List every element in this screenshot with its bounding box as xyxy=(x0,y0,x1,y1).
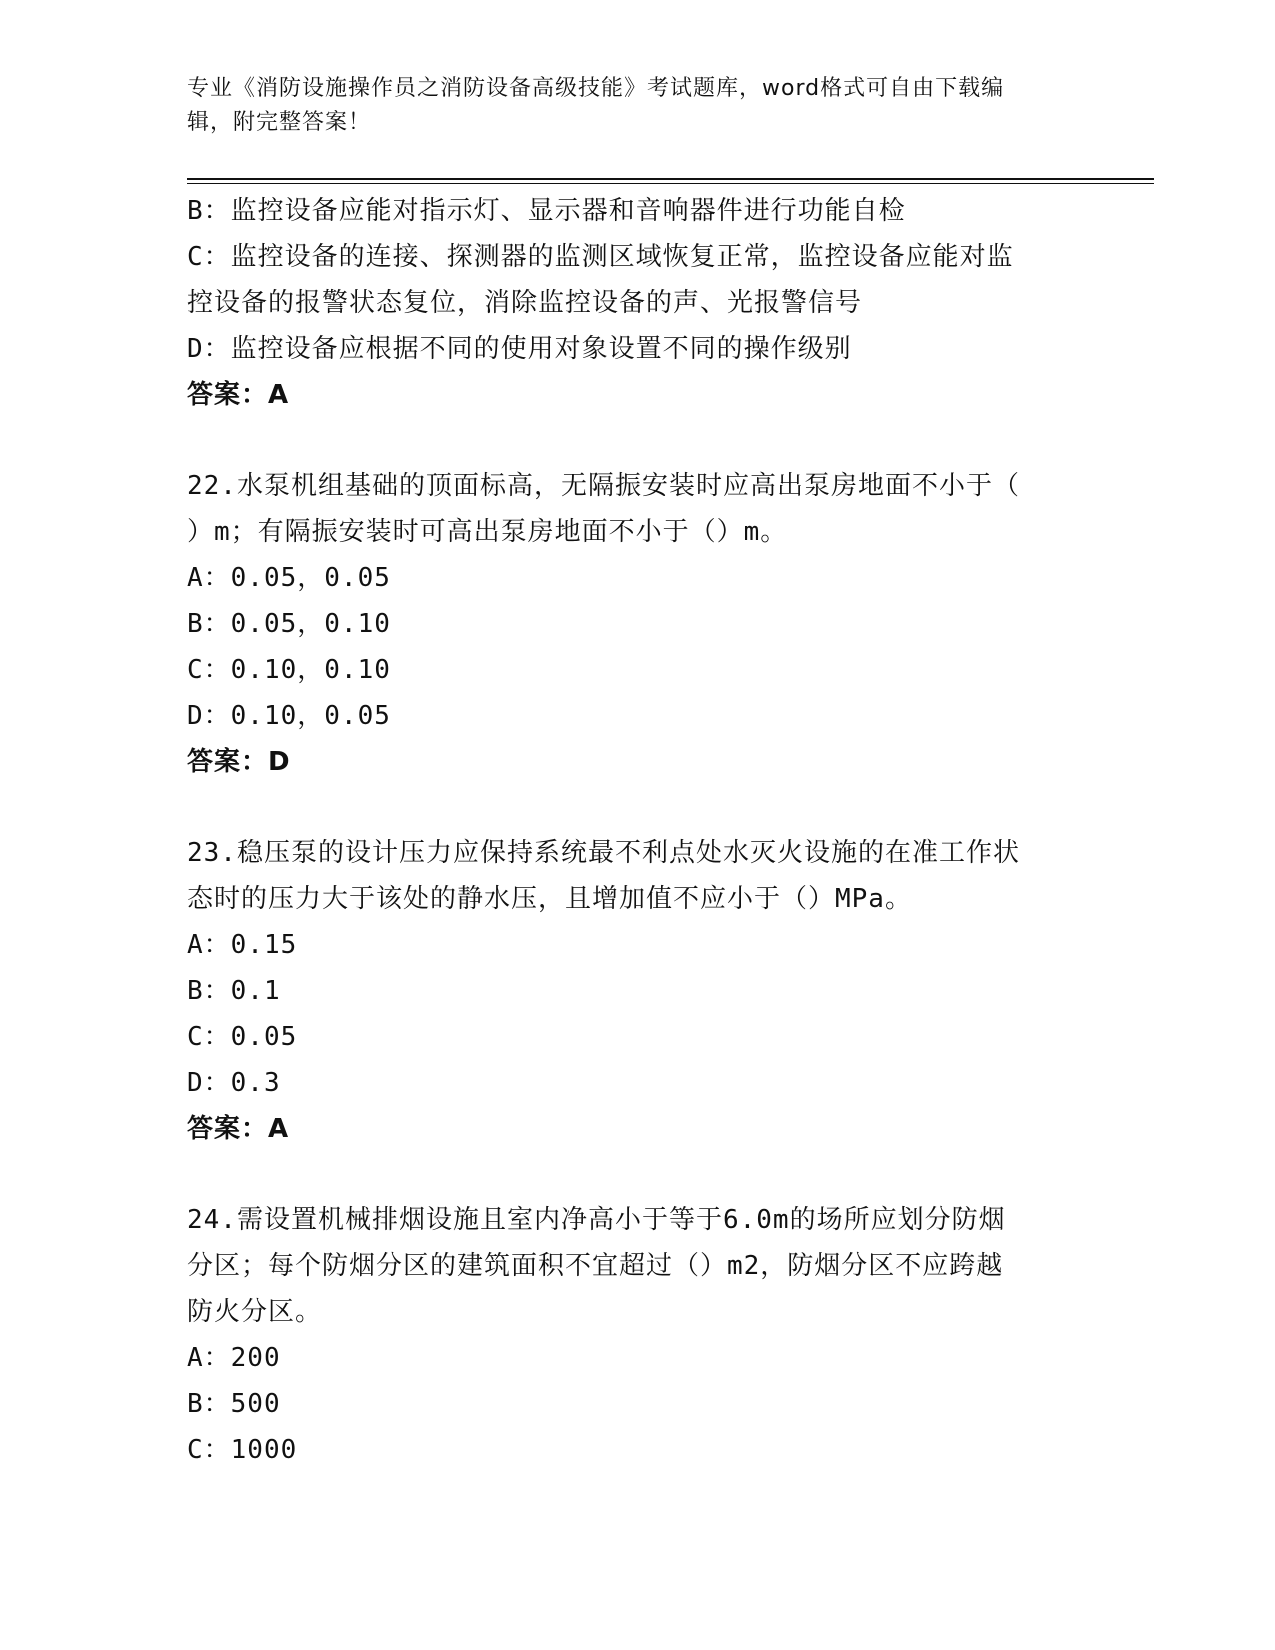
question-stem-line-1: 22.水泵机组基础的顶面标高，无隔振安装时应高出泵房地面不小于（ xyxy=(187,471,1020,501)
question-23 xyxy=(187,830,1087,1152)
option-c-line-1: C：监控设备的连接、探测器的监测区域恢复正常，监控设备应能对监 xyxy=(187,242,1014,272)
question-stem-line-1: 23.稳压泵的设计压力应保持系统最不利点处水灭火设施的在准工作状 xyxy=(187,838,1020,868)
option-c-line-2: 控设备的报警状态复位，消除监控设备的声、光报警信号 xyxy=(187,288,863,318)
question-stem-line-2: ）m；有隔振安装时可高出泵房地面不小于（）m。 xyxy=(187,517,788,547)
option-b: B：监控设备应能对指示灯、显示器和音响器件进行功能自检 xyxy=(187,196,906,226)
header-line-1: 专业《消防设施操作员之消防设备高级技能》考试题库，word格式可自由下载编 xyxy=(187,76,1005,101)
option-a: A：200 xyxy=(187,1343,281,1373)
document-body xyxy=(187,188,1087,1473)
document-header xyxy=(187,72,1087,140)
question-stem-line-2: 态时的压力大于该处的静水压，且增加值不应小于（）MPa。 xyxy=(187,884,912,914)
header-divider-thick xyxy=(187,178,1154,180)
question-stem-line-3: 防火分区。 xyxy=(187,1297,323,1327)
question-stem-line-2: 分区；每个防烟分区的建筑面积不宜超过（）m2，防烟分区不应跨越 xyxy=(187,1251,1004,1281)
option-c: C：0.10，0.10 xyxy=(187,655,391,685)
question-21-continuation xyxy=(187,188,1087,418)
question-stem-line-1: 24.需设置机械排烟设施且室内净高小于等于6.0m的场所应划分防烟 xyxy=(187,1205,1006,1235)
option-a: A：0.05，0.05 xyxy=(187,563,391,593)
option-d: D：0.10，0.05 xyxy=(187,701,391,731)
option-b: B：0.1 xyxy=(187,976,281,1006)
option-d: D：0.3 xyxy=(187,1068,281,1098)
option-c: C：1000 xyxy=(187,1435,298,1465)
spacer xyxy=(187,1152,1087,1197)
header-line-2: 辑，附完整答案！ xyxy=(187,110,372,135)
answer: 答案：D xyxy=(187,747,291,777)
answer: 答案：A xyxy=(187,1114,290,1144)
spacer xyxy=(187,418,1087,463)
header-divider-thin xyxy=(187,183,1154,184)
option-b: B：0.05，0.10 xyxy=(187,609,391,639)
option-b: B：500 xyxy=(187,1389,281,1419)
option-c: C：0.05 xyxy=(187,1022,298,1052)
option-d: D：监控设备应根据不同的使用对象设置不同的操作级别 xyxy=(187,334,852,364)
spacer xyxy=(187,785,1087,830)
answer: 答案：A xyxy=(187,380,290,410)
question-24 xyxy=(187,1197,1087,1473)
question-22 xyxy=(187,463,1087,785)
option-a: A：0.15 xyxy=(187,930,298,960)
